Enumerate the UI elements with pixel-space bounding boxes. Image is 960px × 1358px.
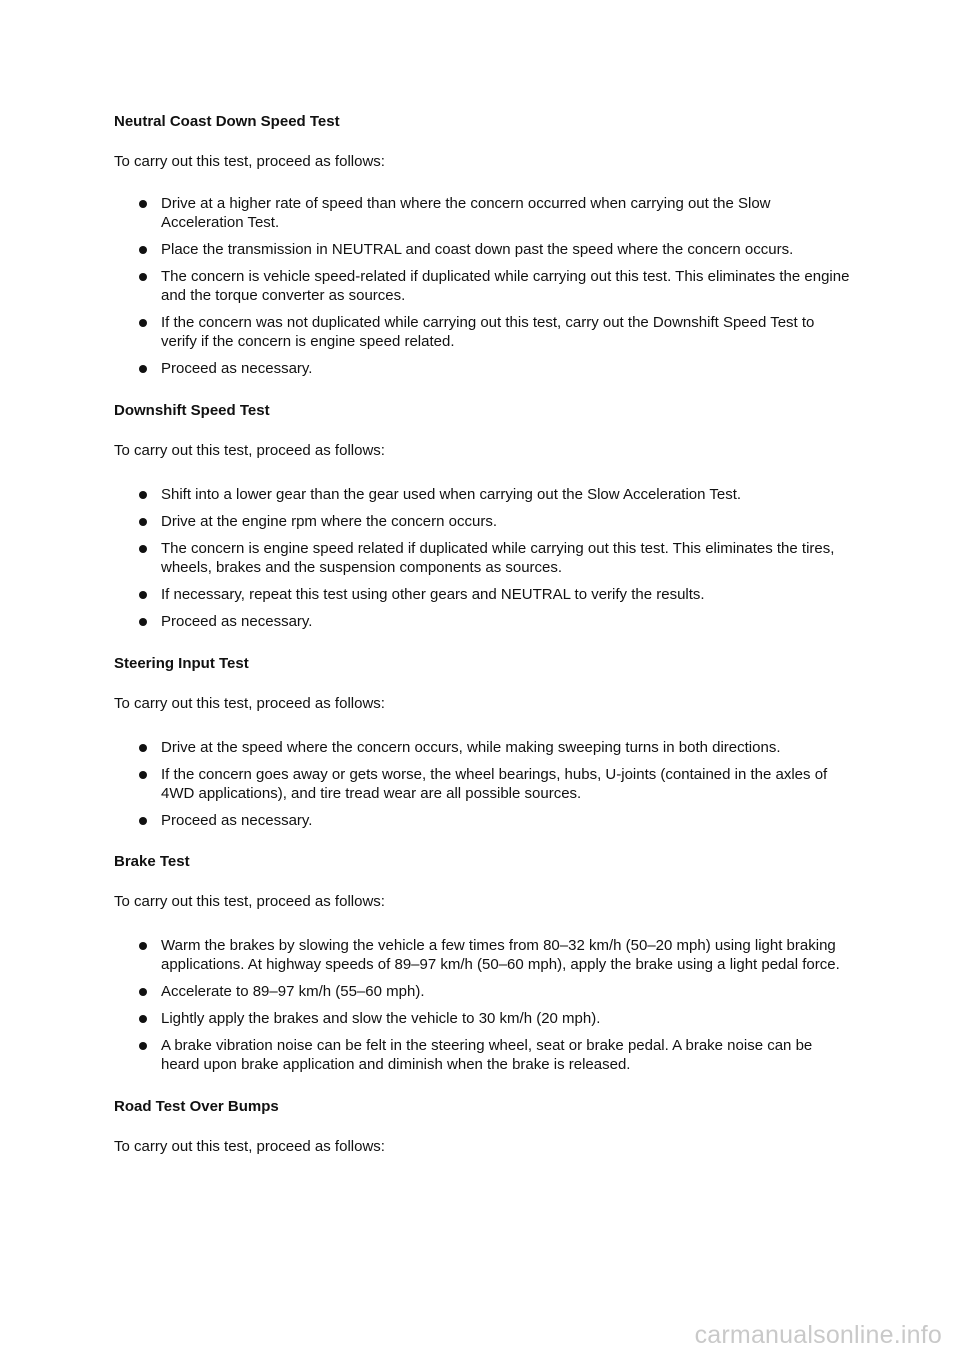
bullet-icon (139, 273, 147, 281)
list-item-text: Proceed as necessary. (161, 812, 313, 829)
bullet-list (114, 194, 854, 378)
bullet-icon (139, 1042, 147, 1050)
list-item-text: Shift into a lower gear than the gear used when carrying out the Slow Acceleration Test. (161, 486, 742, 503)
bullet-icon (139, 518, 147, 526)
section-intro: To carry out this test, proceed as follows: (114, 153, 385, 170)
list-item-text: Drive at the engine rpm where the concern occurs. (161, 513, 497, 530)
section-intro: To carry out this test, proceed as follows: (114, 695, 385, 712)
list-item (114, 811, 854, 830)
section-intro: To carry out this test, proceed as follows: (114, 442, 385, 459)
bullet-icon (139, 744, 147, 752)
list-item-text: Lightly apply the brakes and slow the vehicle to 30 km/h (20 mph). (161, 1010, 601, 1027)
section-title-downshift-speed: Downshift Speed Test (114, 402, 270, 419)
list-item-text: The concern is vehicle speed-related if duplicated while carrying out this test. This eliminates the engine and the torque converter as sources. (161, 268, 850, 304)
bullet-icon (139, 942, 147, 950)
list-item-text: Proceed as necessary. (161, 613, 313, 630)
watermark-text: carmanualsonline.info (694, 1321, 942, 1349)
list-item-text: A brake vibration noise can be felt in the steering wheel, seat or brake pedal. A brake noise can be heard upon brake application and diminish when the brake is released. (161, 1037, 813, 1073)
list-item (114, 267, 854, 305)
bullet-icon (139, 545, 147, 553)
document-page (114, 112, 854, 1157)
list-item-text: Place the transmission in NEUTRAL and coast down past the speed where the concern occurs. (161, 241, 794, 258)
bullet-icon (139, 491, 147, 499)
list-item (114, 982, 854, 1001)
list-item-text: The concern is engine speed related if duplicated while carrying out this test. This eliminates the tires, wheels, brakes and the suspension components as sources. (161, 540, 835, 576)
section-intro: To carry out this test, proceed as follows: (114, 893, 385, 910)
list-item (114, 936, 854, 974)
section-title-steering-input: Steering Input Test (114, 655, 249, 672)
section-title-brake-test: Brake Test (114, 853, 190, 870)
bullet-icon (139, 817, 147, 825)
bullet-list (114, 738, 854, 830)
section-title-neutral-coast-down: Neutral Coast Down Speed Test (114, 113, 340, 130)
bullet-icon (139, 1015, 147, 1023)
list-item (114, 1036, 854, 1074)
bullet-icon (139, 246, 147, 254)
bullet-icon (139, 365, 147, 373)
bullet-icon (139, 591, 147, 599)
list-item-text: Warm the brakes by slowing the vehicle a few times from 80–32 km/h (50–20 mph) using light braking applications. At highway speeds of 89–97 km/h (50–60 mph), apply the brake using a light pedal force. (161, 937, 840, 973)
section-intro: To carry out this test, proceed as follows: (114, 1138, 385, 1155)
list-item (114, 485, 854, 504)
list-item-text: Accelerate to 89–97 km/h (55–60 mph). (161, 983, 425, 1000)
list-item (114, 539, 854, 577)
bullet-list (114, 485, 854, 631)
bullet-list (114, 936, 854, 1074)
list-item (114, 1009, 854, 1028)
list-item (114, 512, 854, 531)
section-title-road-test-over-bumps: Road Test Over Bumps (114, 1098, 279, 1115)
bullet-icon (139, 319, 147, 327)
bullet-icon (139, 988, 147, 996)
bullet-icon (139, 771, 147, 779)
list-item (114, 738, 854, 757)
list-item-text: Drive at the speed where the concern occurs, while making sweeping turns in both directions. (161, 739, 781, 756)
bullet-icon (139, 618, 147, 626)
bullet-icon (139, 200, 147, 208)
list-item (114, 612, 854, 631)
list-item-text: If the concern was not duplicated while carrying out this test, carry out the Downshift Speed Test to verify if the concern is engine speed related. (161, 314, 815, 350)
list-item-text: If the concern goes away or gets worse, the wheel bearings, hubs, U-joints (contained in the axles of 4WD applications), and tire tread wear are all possible sources. (161, 766, 828, 802)
list-item (114, 585, 854, 604)
list-item (114, 359, 854, 378)
list-item (114, 313, 854, 351)
list-item-text: Drive at a higher rate of speed than where the concern occurred when carrying out the Slow Acceleration Test. (161, 195, 771, 231)
list-item (114, 240, 854, 259)
list-item-text: Proceed as necessary. (161, 360, 313, 377)
list-item-text: If necessary, repeat this test using other gears and NEUTRAL to verify the results. (161, 586, 705, 603)
list-item (114, 194, 854, 232)
list-item (114, 765, 854, 803)
